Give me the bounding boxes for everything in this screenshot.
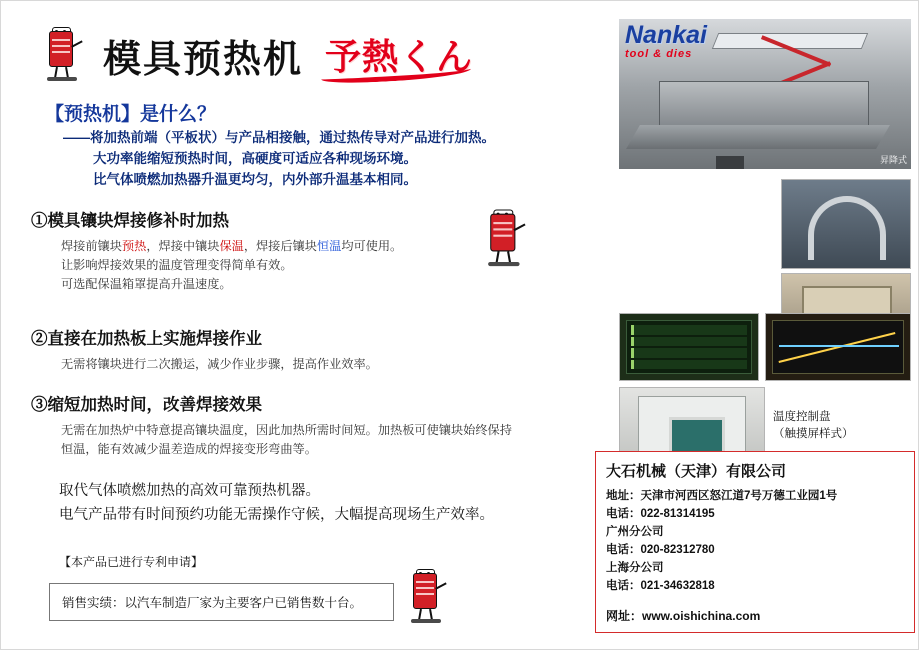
heater-mascot-icon-tertiary <box>405 567 453 631</box>
feature-1-heading: ①模具镶块焊接修补时加热 <box>31 212 229 230</box>
feature-1-highlight-keepwarm: 保温 <box>219 239 244 253</box>
heating-frame-arch <box>808 196 886 260</box>
closing-line-2: 电气产品带有时间预约功能无需操作守候，大幅提高现场生产效率。 <box>59 507 494 523</box>
heater-mascot-icon <box>41 25 85 85</box>
japanese-logo-text: 予熱くん <box>325 36 474 77</box>
contact-website[interactable]: 网址：www.oishichina.com <box>606 609 761 623</box>
feature-3-line-1: 无需在加热炉中特意提高镶块温度，因此加热所需时间短。加热板可使镶块始终保持 <box>61 423 512 437</box>
control-panel-caption <box>773 409 913 443</box>
sales-record-text: 销售实绩：以汽车制造厂家为主要客户已销售数十台。 <box>62 596 363 610</box>
photo-hmi-screen-graph <box>765 313 911 381</box>
feature-3-line-2: 恒温，能有效减少温差造成的焊接变形弯曲等。 <box>61 442 317 456</box>
contact-branch-1-name: 广州分公司 <box>606 526 664 538</box>
right-column <box>601 1 919 651</box>
feature-1-highlight-preheat: 预热 <box>121 239 147 253</box>
feature-1-text-c: ，焊接后镶块 <box>243 239 317 253</box>
intro-line-1: ——将加热前端（平板状）与产品相接触，通过热传导对产品进行加热。 <box>63 130 495 145</box>
machine-ramp <box>626 125 890 149</box>
hmi-row-list <box>631 325 747 369</box>
machine-control-panel <box>716 156 744 169</box>
contact-box <box>595 451 915 633</box>
feature-3-heading: ③缩短加热时间，改善焊接效果 <box>31 396 262 414</box>
graph-baseline <box>779 345 899 347</box>
brand-name: Nankai <box>625 21 707 49</box>
photo-main-caption: 昇降式 <box>879 155 907 165</box>
page-title: 模具预热机 <box>103 38 304 81</box>
feature-item-3 <box>31 391 591 459</box>
brand-tagline: tool & dies <box>625 48 693 60</box>
feature-1-text-a: 焊接前镶块 <box>61 239 122 253</box>
closing-line-1: 取代气体喷燃加热的高效可靠预热机器。 <box>59 483 320 499</box>
feature-2-heading: ②直接在加热板上实施焊接作业 <box>31 330 262 348</box>
feature-1-line-3: 可选配保温箱罩提高升温速度。 <box>61 277 232 291</box>
contact-tel-main: 电话：022-81314195 <box>606 508 715 520</box>
feature-1-text-b: ，焊接中镶块 <box>146 239 220 253</box>
contact-branch-1-tel: 电话：020-82312780 <box>606 544 715 556</box>
graph-trend-line <box>779 332 896 363</box>
japanese-product-logo <box>325 27 485 83</box>
photo-heating-frame <box>781 179 911 269</box>
feature-1-highlight-constant: 恒温 <box>316 239 342 253</box>
heater-mascot-icon-secondary <box>482 207 532 276</box>
feature-1-line-2: 让影响焊接效果的温度管理变得简单有效。 <box>61 258 293 272</box>
hmi-row <box>631 360 747 370</box>
contact-address: 地址：天津市河西区怒江道7号万德工业园1号 <box>606 490 838 502</box>
closing-statement <box>59 479 589 527</box>
hmi-row <box>631 337 747 347</box>
feature-item-2 <box>31 325 591 374</box>
feature-2-body <box>31 355 591 374</box>
control-caption-line-2: （触摸屏样式） <box>773 428 854 440</box>
control-caption-line-1: 温度控制盘 <box>773 411 831 423</box>
brand-logo <box>625 21 765 67</box>
intro-heading: 【预热机】是什么？ <box>45 104 217 125</box>
feature-1-text-d: 均可使用。 <box>341 239 403 253</box>
hmi-screen-a <box>626 320 752 374</box>
contact-branch-2-name: 上海分公司 <box>606 562 664 574</box>
intro-line-2: 大功率能缩短预热时间，高硬度可适应各种现场环境。 <box>93 151 417 166</box>
hmi-row <box>631 325 747 335</box>
hmi-row <box>631 348 747 358</box>
feature-3-body <box>31 421 591 459</box>
contact-branch-2-tel: 电话：021-34632818 <box>606 580 715 592</box>
intro-line-3: 比气体喷燃加热器升温更均匀，内外部升温基本相同。 <box>93 172 417 187</box>
sales-record-box <box>49 583 394 621</box>
contact-company-name: 大石机械（天津）有限公司 <box>606 463 787 480</box>
title-row <box>41 19 601 91</box>
intro-paragraph <box>63 127 583 190</box>
feature-2-line-1: 无需将镶块进行二次搬运，减少作业步骤，提高作业效率。 <box>61 357 378 371</box>
photo-hmi-screen-list <box>619 313 759 381</box>
hmi-temperature-graph <box>772 320 904 374</box>
contact-block <box>595 451 915 633</box>
patent-note: 【本产品已进行专利申请】 <box>59 555 204 569</box>
machine-scissor-lift <box>759 49 829 83</box>
left-column <box>1 1 601 651</box>
